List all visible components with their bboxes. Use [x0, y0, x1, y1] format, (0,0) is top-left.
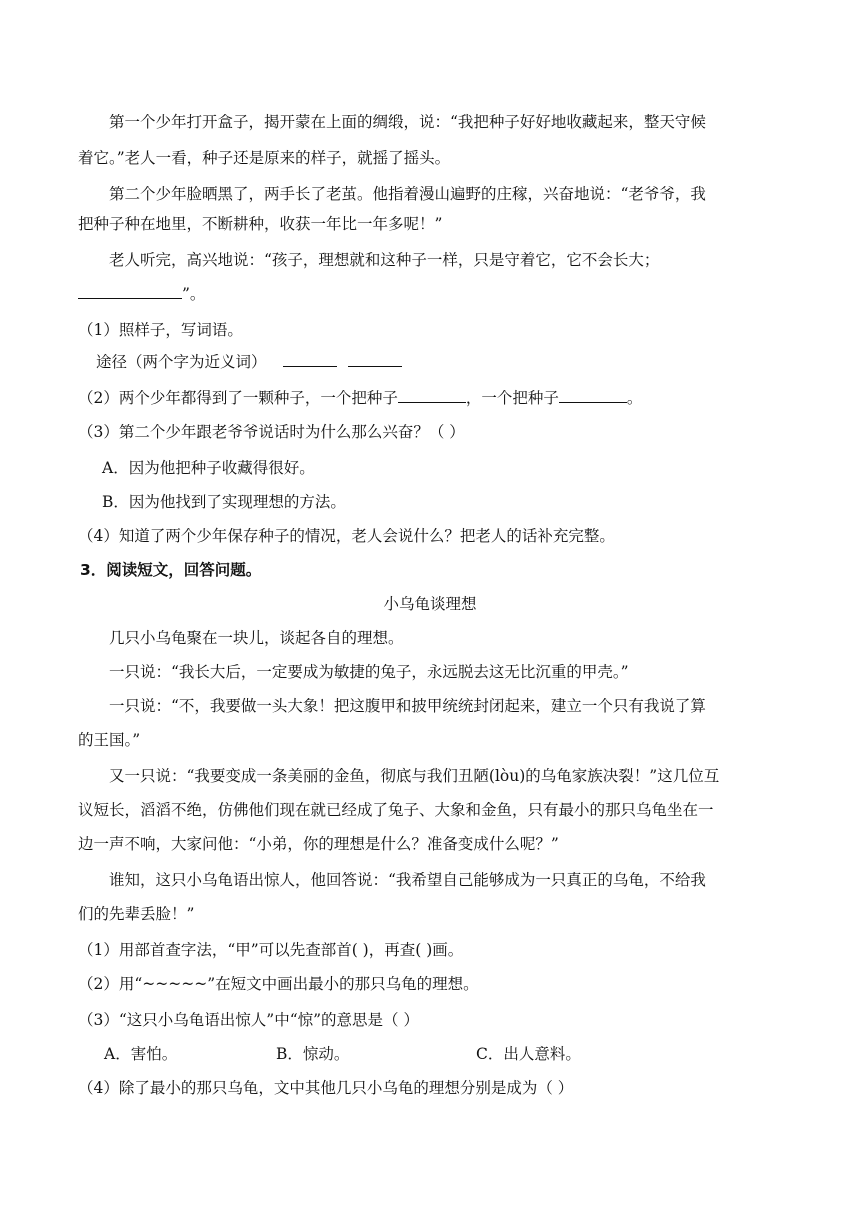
question-2: [78, 386, 778, 410]
question-3-4: （4）除了最小的那只乌龟，文中其他几只小乌龟的理想分别是成为（ ）: [78, 1079, 574, 1097]
question-2-text: 。: [626, 389, 643, 407]
passage-line: 着它。”老人一看，种子还是原来的样子，就摇了摇头。: [78, 149, 451, 167]
passage-line: 把种子种在地里，不断耕种，收获一年比一年多呢！”: [78, 215, 443, 233]
answer-blank[interactable]: [398, 402, 466, 403]
option-a: A．害怕。: [104, 1045, 178, 1063]
answer-blank[interactable]: [559, 402, 627, 403]
question-1: （1）照样子，写词语。: [78, 321, 243, 339]
passage-line: 一只说：“不，我要做一头大象！把这腹甲和披甲统统封闭起来，建立一个只有我说了算: [109, 697, 706, 715]
passage-line: 边一声不响，大家问他：“小弟，你的理想是什么？准备变成什么呢？”: [78, 835, 559, 853]
options-row: [104, 1042, 804, 1066]
passage-line: 第二个少年脸晒黑了，两手长了老茧。他指着漫山遍野的庄稼，兴奋地说：“老爷爷，我: [109, 185, 706, 203]
passage-line: 谁知，这只小乌龟语出惊人，他回答说：“我希望自己能够成为一只真正的乌龟，不给我: [109, 871, 706, 889]
passage-line: 老人听完，高兴地说：“孩子，理想就和这种子一样，只是守着它，它不会长大；: [109, 251, 660, 269]
passage-title: 小乌龟谈理想: [383, 595, 477, 613]
passage-line: 第一个少年打开盒子，揭开蒙在上面的绸缎，说：“我把种子好好地收藏起来，整天守候: [109, 113, 706, 131]
question-3-3: （3）“这只小乌龟语出惊人”中“惊”的意思是（ ）: [78, 1011, 419, 1029]
passage-line: 的王国。”: [78, 731, 141, 749]
option-c: C．出人意料。: [476, 1045, 581, 1063]
answer-blank[interactable]: [283, 366, 337, 367]
answer-blank[interactable]: [348, 366, 402, 367]
passage-line: 几只小乌龟聚在一块儿，谈起各自的理想。: [109, 629, 404, 647]
passage-line: 们的先辈丢脸！”: [78, 905, 195, 923]
question-3-2: （2）用“~~~~~”在短文中画出最小的那只乌龟的理想。: [78, 975, 479, 993]
question-4: （4）知道了两个少年保存种子的情况，老人会说什么？把老人的话补充完整。: [78, 527, 615, 545]
passage-line: 又一只说：“我要变成一条美丽的金鱼，彻底与我们丑陋(lòu)的乌龟家族决裂！”这几位互: [109, 767, 720, 785]
example-word: 途径（两个字为近义词）: [96, 353, 267, 371]
question-2-text: （2）两个少年都得到了一颗种子，一个把种子: [78, 389, 398, 407]
passage-line: 一只说：“我长大后，一定要成为敏捷的兔子，永远脱去这无比沉重的甲壳。”: [109, 663, 629, 681]
question-3-1: （1）用部首查字法，“甲”可以先查部首( )，再查( )画。: [78, 941, 464, 959]
answer-blank[interactable]: [78, 298, 182, 299]
question-1-example: [96, 350, 796, 374]
option-a: A．因为他把种子收藏得很好。: [102, 459, 315, 477]
quote-end: ”。: [182, 285, 206, 303]
question-3: （3）第二个少年跟老爷爷说话时为什么那么兴奋？（ ）: [78, 423, 465, 441]
question-2-text: ，一个把种子: [465, 389, 559, 407]
option-b: B．因为他找到了实现理想的方法。: [102, 493, 346, 511]
option-b: B．惊动。: [276, 1045, 350, 1063]
passage-line: 议短长，滔滔不绝，仿佛他们现在就已经成了兔子、大象和金鱼，只有最小的那只乌龟坐在一: [78, 801, 714, 819]
passage-line-with-blank: [78, 282, 778, 306]
section-heading: 3．阅读短文，回答问题。: [80, 561, 262, 579]
